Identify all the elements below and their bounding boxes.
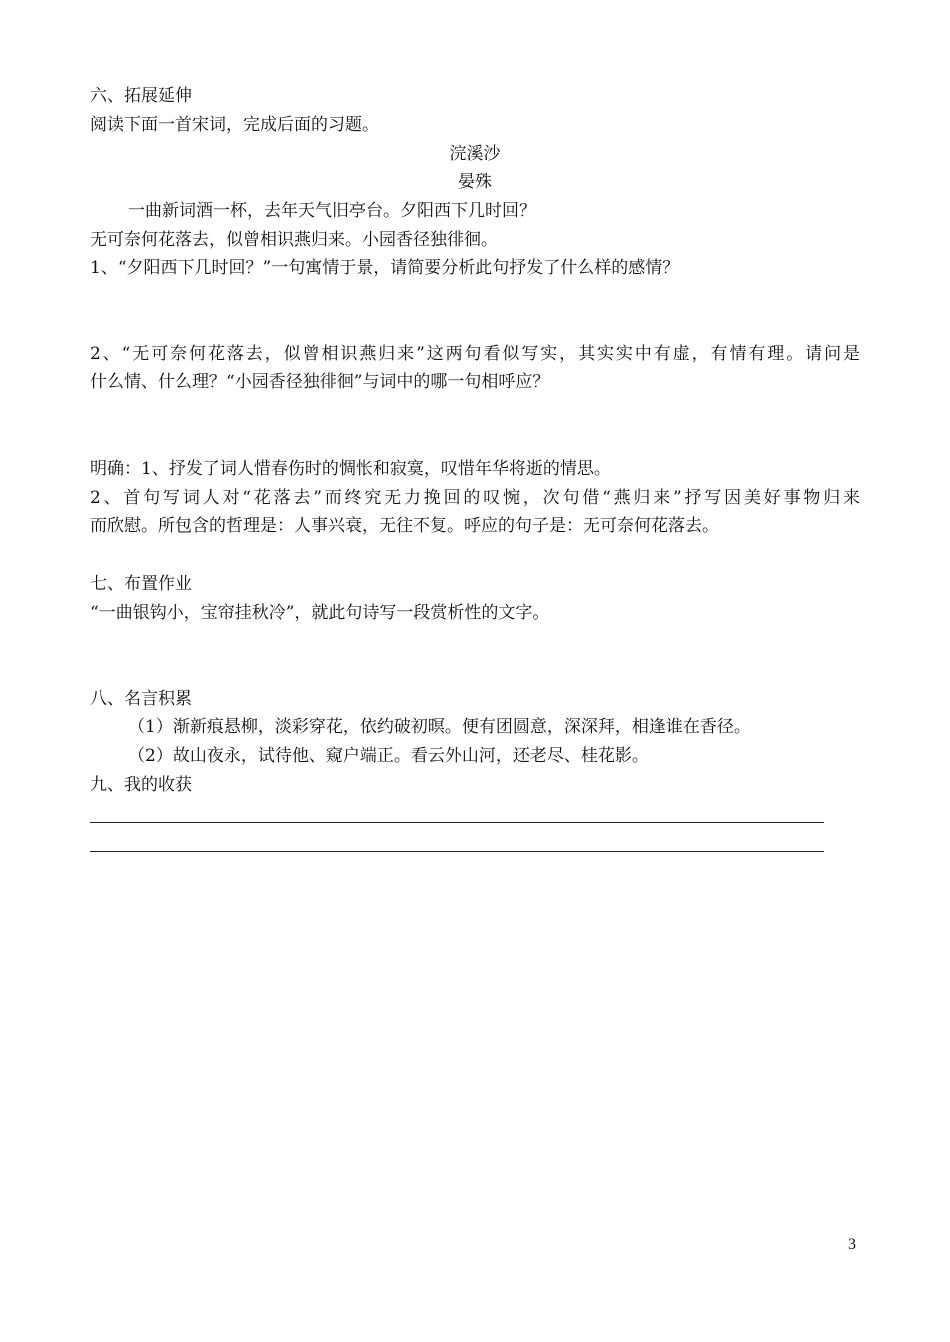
section8-heading: 八、名言积累 [90,689,192,709]
page-number: 3 [848,1236,856,1253]
section7-task: “一曲银钩小，宝帘挂秋冷”，就此句诗写一段赏析性的文字。 [90,603,550,623]
question-1: 1、“夕阳西下几时回？”一句寓情于景，请简要分析此句抒发了什么样的感情？ [90,258,680,278]
quote-2: （2）故山夜永，试待他、窥户端正。看云外山河，还老尽、桂花影。 [128,746,649,766]
answer-rule-line-1 [90,822,824,823]
answer-line-3: 而欣慰。所包含的哲理是：人事兴衰，无往不复。呼应的句子是：无可奈何花落去。 [90,516,719,536]
poem-title: 浣溪沙 [449,144,501,164]
answer-line-1: 明确：1、抒发了词人惜春伤时的惆怅和寂寞，叹惜年华将逝的情思。 [90,459,611,479]
question-2-line-1: 2、“无可奈何花落去，似曾相识燕归来”这两句看似写实，其实实中有虚，有情有理。请问是 [90,344,860,364]
section6-intro: 阅读下面一首宋词，完成后面的习题。 [90,115,379,135]
section7-heading: 七、布置作业 [90,574,192,594]
poem-line-2: 无可奈何花落去，似曾相识燕归来。小园香径独徘徊。 [90,230,498,250]
section9-heading: 九、我的收获 [90,775,192,795]
answer-line-2: 2、首句写词人对“花落去”而终究无力挽回的叹惋，次句借“燕归来”抒写因美好事物归来 [90,488,860,508]
answer-rule-line-2 [90,851,824,852]
poem-line-1: 一曲新词酒一杯，去年天气旧亭台。夕阳西下几时回？ [128,201,536,221]
question-2-line-2: 什么情、什么理？“小园香径独徘徊”与词中的哪一句相呼应？ [90,372,550,392]
section6-heading: 六、拓展延伸 [90,86,192,106]
quote-1: （1）渐新痕悬柳，淡彩穿花，依约破初暝。便有团圆意，深深拜，相逢谁在香径。 [128,717,751,737]
poem-author: 晏殊 [458,172,492,192]
